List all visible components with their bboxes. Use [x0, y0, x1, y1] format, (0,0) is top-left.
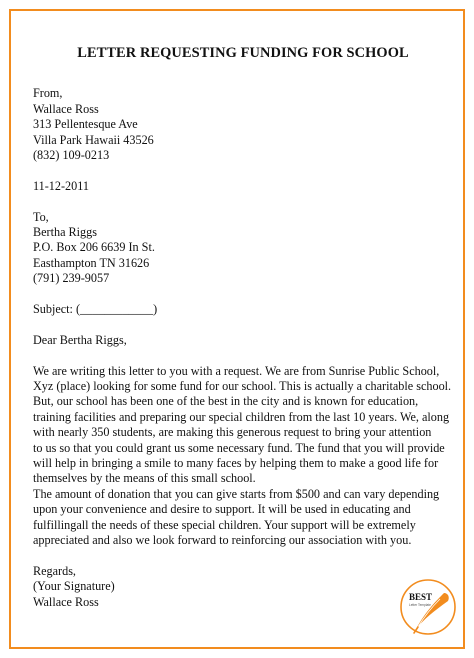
logo-word: BEST: [409, 592, 433, 602]
body-line: training facilities and preparing our special children from the last 10 years. We, along: [33, 409, 450, 424]
sender-phone: (832) 109-0213: [33, 148, 110, 163]
body-line: themselves by the means of this small school.: [33, 471, 256, 486]
letter-date: 11-12-2011: [33, 178, 89, 193]
salutation: Dear Bertha Riggs,: [33, 332, 127, 347]
body-line: upon your convenience and desire to support. It will be used in educating and: [33, 502, 411, 517]
closing-name: Wallace Ross: [33, 594, 99, 609]
body-line: with nearly 350 students, are making this generous request to bring your attention: [33, 425, 432, 440]
subject-line: Subject: (____________): [33, 302, 158, 317]
recipient-name: Bertha Riggs: [33, 225, 97, 240]
logo-subtitle: Letter Template: [409, 603, 431, 607]
letter-body: [33, 363, 452, 549]
recipient-phone: (791) 239-9057: [33, 271, 110, 286]
body-line: Xyz (place) looking for some fund for our school. This is actually a charitable school.: [33, 379, 452, 394]
body-line: The amount of donation that you can give starts from $500 and can vary depending: [33, 486, 440, 501]
body-line: We are writing this letter to you with a request. We are from Sunrise Public School,: [33, 363, 440, 378]
closing-block: [33, 564, 445, 610]
body-line: to us so that you could grant us some necessary fund. The fund that you will provide: [33, 440, 445, 455]
from-label: From,: [33, 86, 63, 101]
body-line: will help in bringing a smile to many faces by helping them to make a good life for: [33, 456, 439, 471]
recipient-address-line2: Easthampton TN 31626: [33, 255, 150, 270]
to-label: To,: [33, 209, 49, 224]
letter-content: [33, 45, 452, 610]
quill-feather-icon: [396, 571, 460, 641]
body-line: But, our school has been one of the best in the city and is known for education,: [33, 394, 419, 409]
sender-address-line2: Villa Park Hawaii 43526: [33, 132, 154, 147]
closing-regards: Regards,: [33, 563, 76, 578]
recipient-address-line1: P.O. Box 206 6639 In St.: [33, 240, 155, 255]
sender-address-line1: 313 Pellentesque Ave: [33, 117, 138, 132]
sender-block: [33, 86, 445, 163]
closing-signature: (Your Signature): [33, 579, 115, 594]
recipient-block: [33, 210, 445, 287]
best-letter-template-logo: [396, 571, 460, 641]
body-line: fulfillingall the needs of these special children. Your support will be extremely: [33, 517, 416, 532]
letter-title: LETTER REQUESTING FUNDING FOR SCHOOL: [77, 45, 409, 61]
body-line: appreciated and also we look forward to reinforcing our association with you.: [33, 533, 412, 548]
sender-name: Wallace Ross: [33, 101, 99, 116]
